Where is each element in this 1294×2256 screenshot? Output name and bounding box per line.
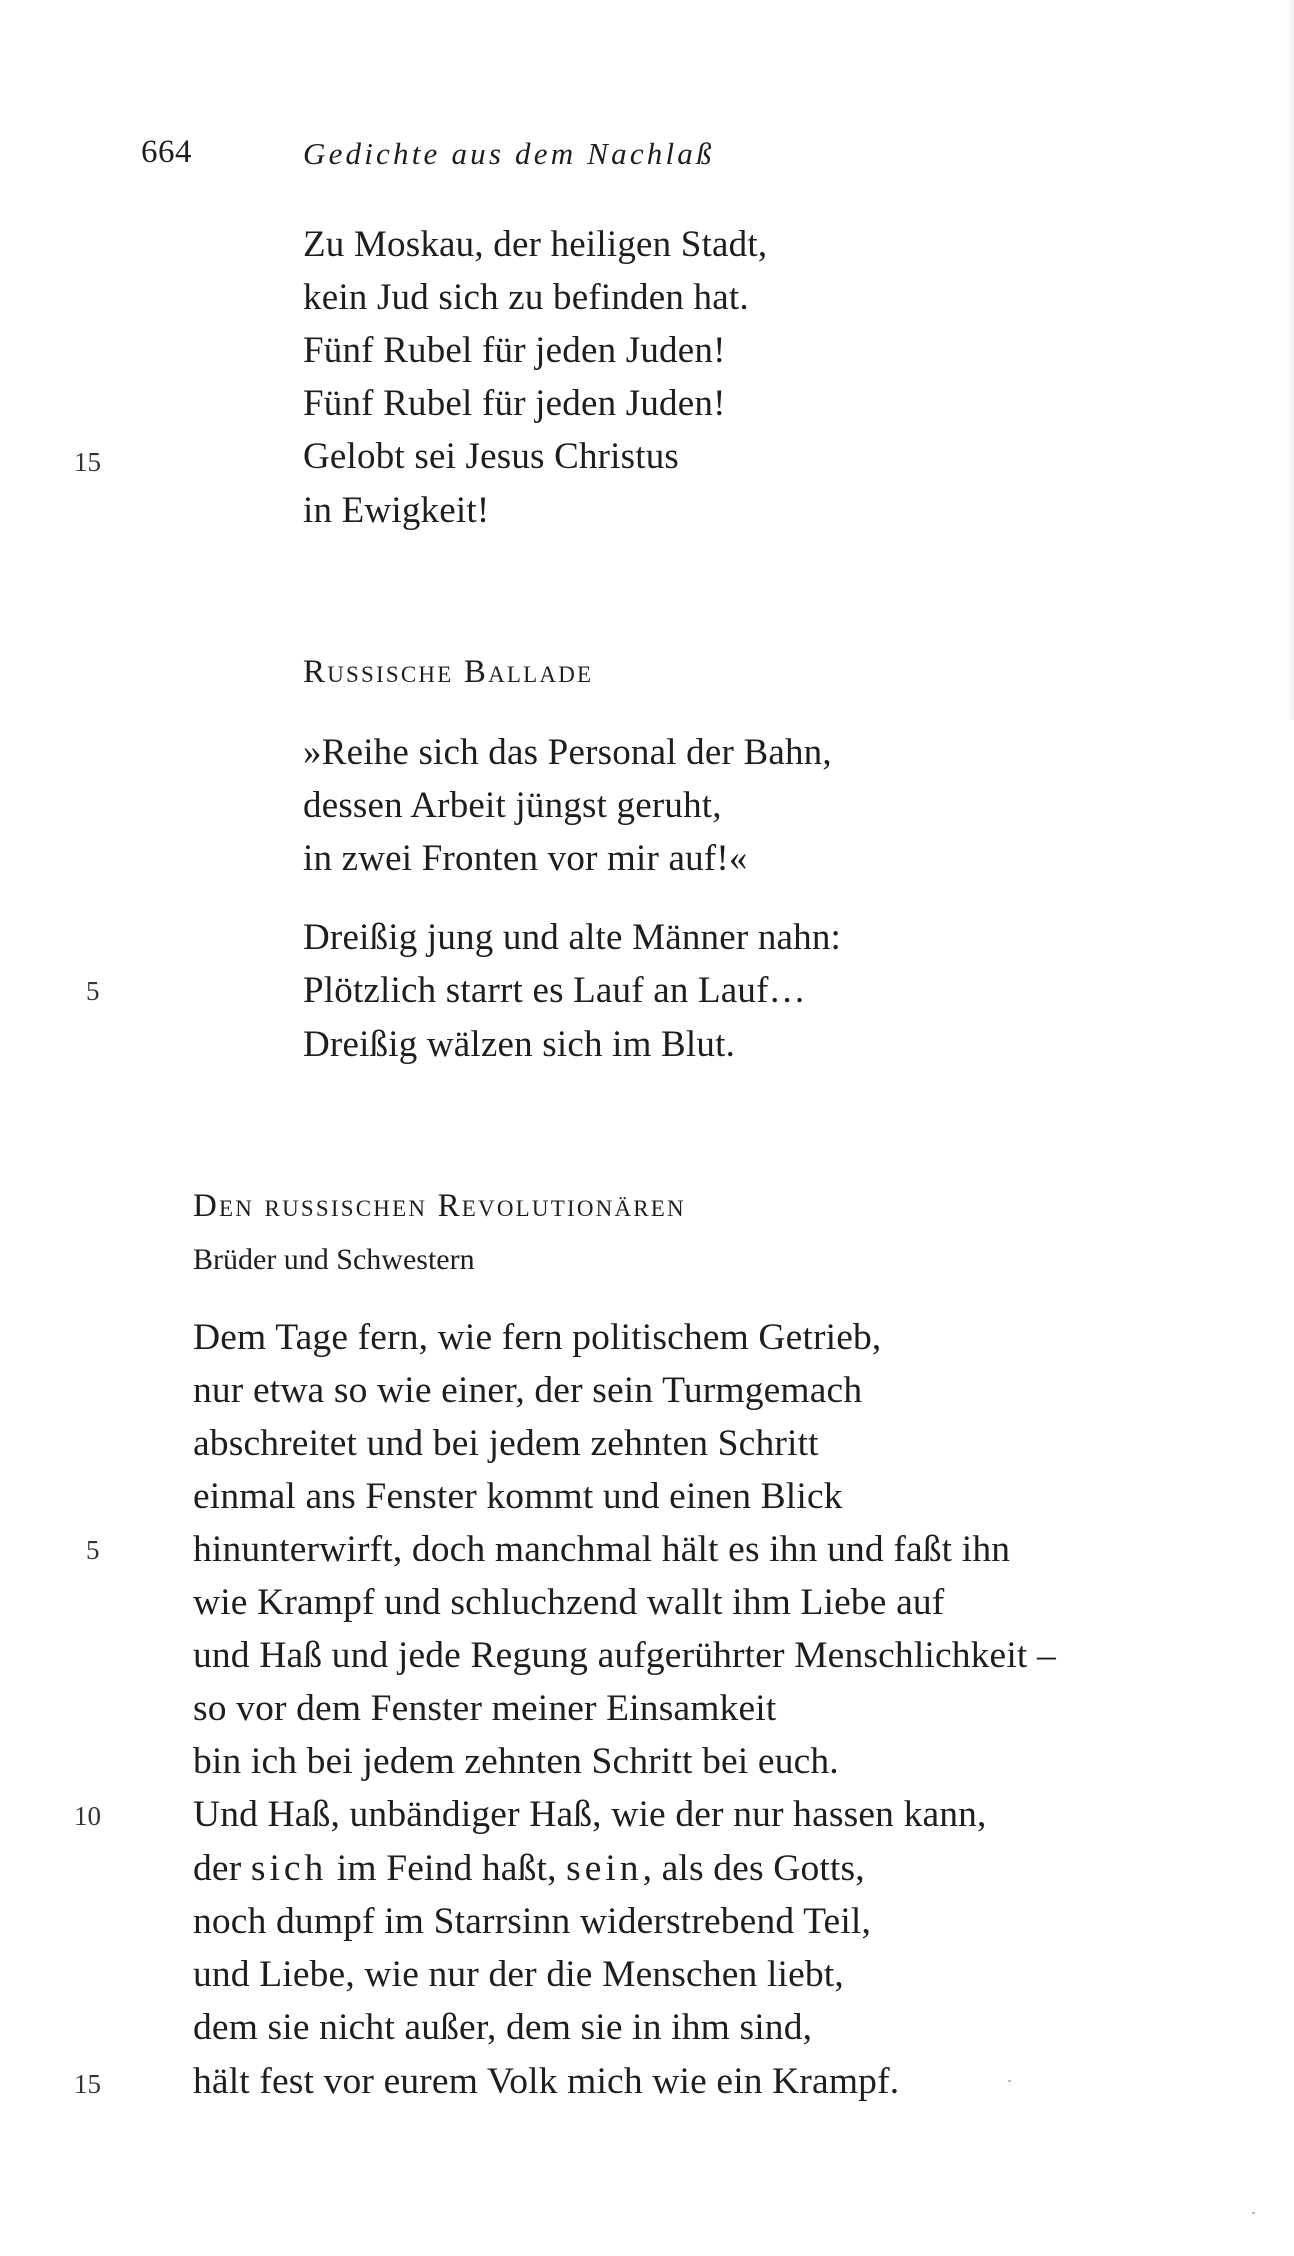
verse-line: hinunterwirft, doch manchmal hält es ihn und faßt ihn xyxy=(193,1529,1011,1570)
page-number: 664 xyxy=(141,134,192,170)
emphasized-word: sein xyxy=(566,1848,643,1889)
verse-line: in zwei Fronten vor mir auf!« xyxy=(303,838,748,879)
verse-line: Dreißig wälzen sich im Blut. xyxy=(303,1024,736,1065)
verse-line: »Reihe sich das Personal der Bahn, xyxy=(303,732,832,773)
verse-line: Gelobt sei Jesus Christus xyxy=(303,436,680,477)
verse-line: so vor dem Fenster meiner Einsamkeit xyxy=(193,1688,777,1729)
verse-line: dessen Arbeit jüngst geruht, xyxy=(303,785,722,826)
verse-line: nur etwa so wie einer, der sein Turmgemach xyxy=(193,1370,863,1411)
verse-line: einmal ans Fenster kommt und einen Blick xyxy=(193,1476,843,1517)
verse-text: , als des Gotts, xyxy=(642,1848,865,1889)
verse-text: der xyxy=(193,1848,251,1889)
verse-line: bin ich bei jedem zehnten Schritt bei euch. xyxy=(193,1741,839,1782)
verse-line: hält fest vor eurem Volk mich wie ein Krampf. xyxy=(193,2061,900,2102)
verse-line: Dreißig jung und alte Männer nahn: xyxy=(303,917,842,958)
verse-line: abschreitet und bei jedem zehnten Schritt xyxy=(193,1423,819,1464)
line-number: 10 xyxy=(74,1801,101,1831)
poem-title: Russische Ballade xyxy=(303,654,594,690)
verse-text: im Feind haßt, xyxy=(327,1848,567,1889)
verse-line: und Liebe, wie nur der die Menschen liebt, xyxy=(193,1954,844,1995)
verse-line: Fünf Rubel für jeden Juden! xyxy=(303,383,726,424)
verse-line: Dem Tage fern, wie fern politischem Getrieb, xyxy=(193,1317,882,1358)
verse-line: und Haß und jede Regung aufgerührter Menschlichkeit – xyxy=(193,1635,1056,1676)
line-number: 5 xyxy=(86,1535,100,1565)
verse-line: Fünf Rubel für jeden Juden! xyxy=(303,330,726,371)
line-number: 15 xyxy=(74,2069,101,2099)
verse-line: Plötzlich starrt es Lauf an Lauf… xyxy=(303,970,806,1011)
scan-speck xyxy=(1008,2080,1011,2082)
verse-line: noch dumpf im Starrsinn widerstrebend Teil, xyxy=(193,1901,872,1942)
line-number: 5 xyxy=(86,976,100,1006)
poem-subtitle: Brüder und Schwestern xyxy=(193,1243,475,1276)
verse-line: Zu Moskau, der heiligen Stadt, xyxy=(303,224,768,265)
verse-line: wie Krampf und schluchzend wallt ihm Liebe auf xyxy=(193,1582,945,1623)
scan-speck xyxy=(1252,2212,1255,2214)
line-number: 15 xyxy=(74,447,101,477)
verse-line: in Ewigkeit! xyxy=(303,490,490,531)
page-edge-shading xyxy=(1286,0,1294,720)
verse-line: kein Jud sich zu befinden hat. xyxy=(303,277,749,318)
verse-line: dem sie nicht außer, dem sie in ihm sind, xyxy=(193,2007,813,2048)
running-head-title: Gedichte aus dem Nachlaß xyxy=(303,136,715,171)
emphasized-word: sich xyxy=(250,1848,328,1889)
poem-title: Den russischen Revolutionären xyxy=(193,1188,686,1224)
verse-line: Und Haß, unbändiger Haß, wie der nur hassen kann, xyxy=(193,1794,987,1835)
verse-line-with-emphasis xyxy=(193,1850,865,1888)
